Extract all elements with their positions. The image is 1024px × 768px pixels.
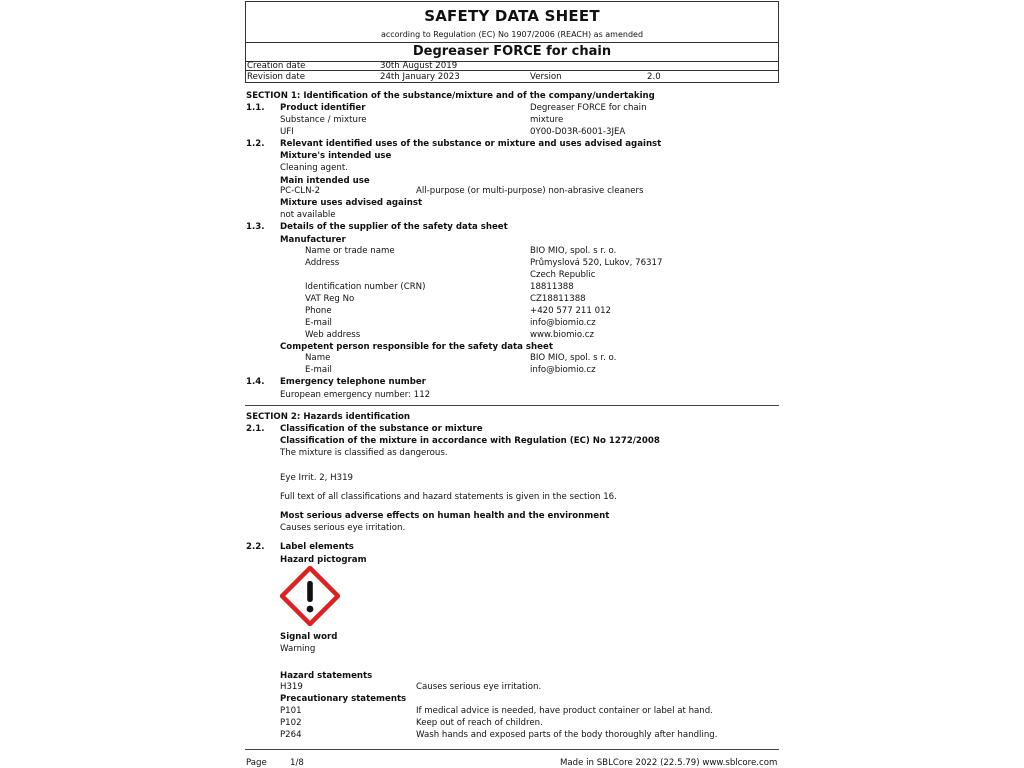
revision-date-label: Revision date xyxy=(247,72,306,82)
phone-value: +420 577 211 012 xyxy=(530,306,612,316)
vat-label: VAT Reg No xyxy=(305,294,355,304)
p101-code: P101 xyxy=(280,706,302,716)
ufi-label: UFI xyxy=(280,127,294,137)
web-label: Web address xyxy=(305,330,361,340)
title-box xyxy=(245,1,779,42)
phone-label: Phone xyxy=(305,306,332,316)
product-name-box xyxy=(245,42,779,62)
signal-word-value: Warning xyxy=(280,644,316,654)
num-1-1: 1.1. xyxy=(246,103,265,113)
heading-manufacturer: Manufacturer xyxy=(280,235,346,245)
num-1-4: 1.4. xyxy=(246,377,265,387)
version-label: Version xyxy=(530,72,562,82)
num-1-3: 1.3. xyxy=(246,222,265,232)
uses-advised-against-value: not available xyxy=(280,210,336,220)
vat-value: CZ18811388 xyxy=(530,294,586,304)
product-name: Degreaser FORCE for chain xyxy=(412,44,612,59)
emergency-number: European emergency number: 112 xyxy=(280,390,431,400)
revision-date-value: 24th January 2023 xyxy=(380,72,460,82)
p264-text: Wash hands and exposed parts of the body thoroughly after handling. xyxy=(416,730,718,740)
heading-hazard-pictogram: Hazard pictogram xyxy=(280,555,367,565)
competent-name-value: BIO MIO, spol. s r. o. xyxy=(530,353,617,363)
heading-classification: Classification of the substance or mixture xyxy=(280,424,483,434)
document-title: SAFETY DATA SHEET xyxy=(424,7,600,25)
address-line-2: Czech Republic xyxy=(530,270,596,280)
heading-label-elements: Label elements xyxy=(280,542,354,552)
page-label: Page xyxy=(246,758,267,768)
heading-uses-advised-against: Mixture uses advised against xyxy=(280,198,423,208)
heading-competent-person: Competent person responsible for the safety data sheet xyxy=(280,342,553,352)
document-subtitle: according to Regulation (EC) No 1907/2006 (REACH) as amended xyxy=(380,30,644,39)
address-line-1: Průmyslová 520, Lukov, 76317 xyxy=(530,258,663,268)
heading-signal-word: Signal word xyxy=(280,632,338,642)
product-identifier-value: Degreaser FORCE for chain xyxy=(530,103,647,113)
eye-irritation-class: Eye Irrit. 2, H319 xyxy=(280,473,354,483)
creation-date-value: 30th August 2019 xyxy=(380,61,458,71)
substance-value: mixture xyxy=(530,115,564,125)
heading-hazard-statements: Hazard statements xyxy=(280,671,373,681)
email-label: E-mail xyxy=(305,318,332,328)
exclamation-mark-hazard-icon xyxy=(280,566,340,626)
num-1-2: 1.2. xyxy=(246,139,265,149)
page-number: 1/8 xyxy=(290,758,304,768)
heading-supplier-details: Details of the supplier of the safety data sheet xyxy=(280,222,508,232)
heading-classification-regulation: Classification of the mixture in accordance with Regulation (EC) No 1272/2008 xyxy=(280,436,660,446)
competent-email-value: info@biomio.cz xyxy=(530,365,596,375)
heading-main-intended-use: Main intended use xyxy=(280,176,370,186)
email-value: info@biomio.cz xyxy=(530,318,596,328)
h319-text: Causes serious eye irritation. xyxy=(416,682,542,692)
adverse-effects-value: Causes serious eye irritation. xyxy=(280,523,406,533)
h319-code: H319 xyxy=(280,682,303,692)
substance-label: Substance / mixture xyxy=(280,115,367,125)
num-2-2: 2.2. xyxy=(246,542,265,552)
ufi-value: 0Y00-D03R-6001-3JEA xyxy=(530,127,626,137)
crn-label: Identification number (CRN) xyxy=(305,282,426,292)
crn-value: 18811388 xyxy=(530,282,574,292)
p102-code: P102 xyxy=(280,718,302,728)
full-text-note: Full text of all classifications and hazard statements is given in the section 16. xyxy=(280,492,617,502)
section-divider xyxy=(245,405,779,406)
heading-product-identifier: Product identifier xyxy=(280,103,366,113)
p101-text: If medical advice is needed, have product container or label at hand. xyxy=(416,706,713,716)
heading-intended-use: Mixture's intended use xyxy=(280,151,392,161)
address-label: Address xyxy=(305,258,340,268)
dates-divider xyxy=(246,70,778,71)
p264-code: P264 xyxy=(280,730,302,740)
heading-relevant-uses: Relevant identified uses of the substance or mixture and uses advised against xyxy=(280,139,662,149)
heading-precautionary-statements: Precautionary statements xyxy=(280,694,407,704)
heading-emergency-phone: Emergency telephone number xyxy=(280,377,426,387)
creation-date-label: Creation date xyxy=(247,61,306,71)
footer-divider xyxy=(245,749,779,750)
section-1-heading: SECTION 1: Identification of the substance/mixture and of the company/undertaking xyxy=(246,91,655,101)
version-value: 2.0 xyxy=(647,72,661,82)
main-use-description: All-purpose (or multi-purpose) non-abrasive cleaners xyxy=(416,186,644,196)
classified-statement: The mixture is classified as dangerous. xyxy=(280,448,448,458)
num-2-1: 2.1. xyxy=(246,424,265,434)
trade-name-value: BIO MIO, spol. s r. o. xyxy=(530,246,617,256)
p102-text: Keep out of reach of children. xyxy=(416,718,543,728)
competent-email-label: E-mail xyxy=(305,365,332,375)
made-in-note: Made in SBLCore 2022 (22.5.79) www.sblcore.com xyxy=(560,758,778,768)
intended-use-value: Cleaning agent. xyxy=(280,163,348,173)
web-value: www.biomio.cz xyxy=(530,330,594,340)
dates-box xyxy=(245,60,779,83)
section-2-heading: SECTION 2: Hazards identification xyxy=(246,412,411,422)
heading-adverse-effects: Most serious adverse effects on human health and the environment xyxy=(280,511,610,521)
main-use-code: PC-CLN-2 xyxy=(280,186,321,196)
trade-name-label: Name or trade name xyxy=(305,246,395,256)
competent-name-label: Name xyxy=(305,353,331,363)
